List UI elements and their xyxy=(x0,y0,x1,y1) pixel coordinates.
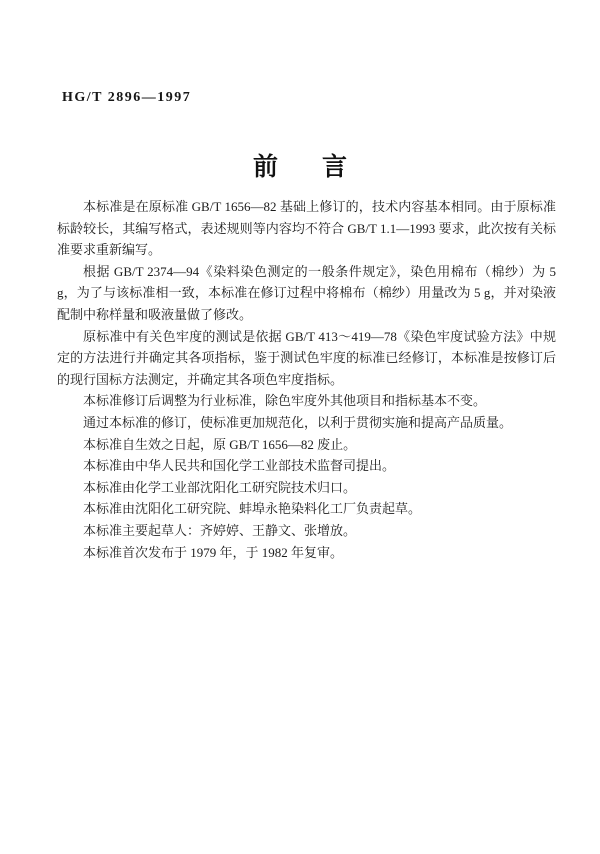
paragraph: 本标准由沈阳化工研究院、蚌埠永艳染料化工厂负责起草。 xyxy=(83,501,422,517)
paragraph: 本标准由中华人民共和国化学工业部技术监督司提出。 xyxy=(83,458,396,474)
paragraph: 本标准修订后调整为行业标准，除色牢度外其他项目和指标基本不变。 xyxy=(83,393,487,409)
paragraph: 本标准由化学工业部沈阳化工研究院技术归口。 xyxy=(83,479,357,495)
paragraph: 本标准首次发布于 1979 年，于 1982 年复审。 xyxy=(83,544,344,560)
paragraph: 原标准中有关色牢度的测试是依据 GB/T 413～419—78《染色牢度试验方法》中规定的方法进行并确定其各项指标，鉴于测试色牢度的标准已经修订，本标准是按修订后的现行国标方法测定，并确定其各项色牢度指标。 xyxy=(57,328,556,387)
paragraph: 本标准是在原标准 GB/T 1656—82 基础上修订的，技术内容基本相同。由于原标准标龄较长，其编写格式，表述规则等内容均不符合 GB/T 1.1—1993 要求，此次按有关标准要求重新编写。 xyxy=(57,199,556,258)
doc-number: HG/T 2896—1997 xyxy=(62,90,192,105)
foreword-body xyxy=(57,196,556,563)
page-title-char: 前 xyxy=(252,154,278,181)
page-title xyxy=(0,147,600,183)
paragraph: 本标准自生效之日起，原 GB/T 1656—82 废止。 xyxy=(83,436,357,452)
page-title-char: 言 xyxy=(322,154,348,181)
paragraph: 本标准主要起草人：齐婷婷、王静文、张增放。 xyxy=(83,522,357,538)
paragraph: 根据 GB/T 2374—94《染料染色测定的一般条件规定》，染色用棉布（棉纱）为 5 g，为了与该标准相一致，本标准在修订过程中将棉布（棉纱）用量改为 5 g，并对染液配制中称样量和吸液量做了修改。 xyxy=(57,263,556,322)
paragraph: 通过本标准的修订，使标准更加规范化，以利于贯彻实施和提高产品质量。 xyxy=(83,414,513,430)
